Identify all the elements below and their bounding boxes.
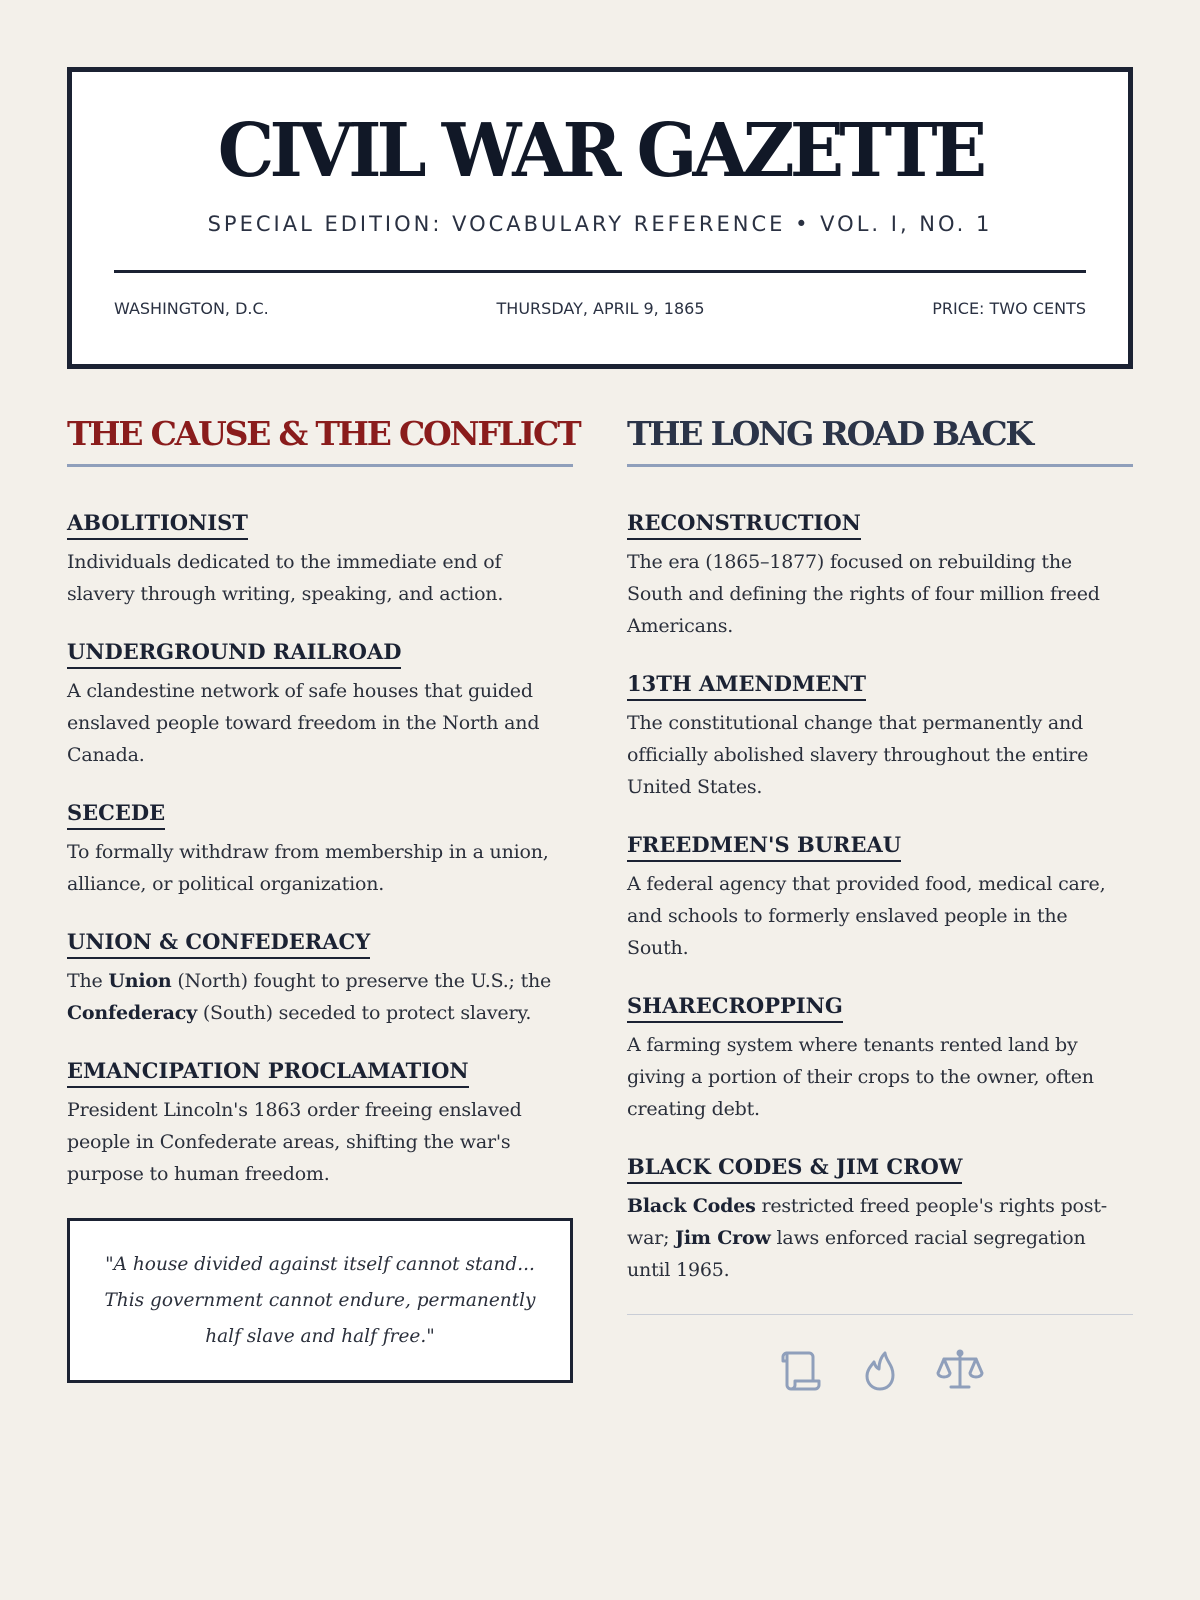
vocab-definition: The era (1865–1877) focused on rebuilding the South and defining the rights of four million freed Americans. — [627, 551, 1100, 637]
vocab-term: SHARECROPPING — [627, 992, 843, 1023]
decorative-icons — [627, 1345, 1133, 1395]
vocab-term: UNION & CONFEDERACY — [67, 928, 370, 959]
footer-divider — [627, 1314, 1133, 1315]
vocab-term: BLACK CODES & JIM CROW — [627, 1153, 962, 1184]
vocab-definition: A federal agency that provided food, medical care, and schools to formerly enslaved people in the South. — [627, 873, 1106, 959]
vocab-entry — [67, 928, 573, 1029]
vocab-definition: To formally withdraw from membership in a union, alliance, or political organization. — [67, 841, 549, 895]
masthead-divider — [114, 270, 1086, 273]
lincoln-quote-box — [67, 1218, 573, 1383]
vocab-term: SECEDE — [67, 799, 165, 830]
masthead — [67, 67, 1133, 369]
issue-date: THURSDAY, APRIL 9, 1865 — [496, 299, 705, 318]
vocab-term: FREEDMEN'S BUREAU — [627, 831, 901, 862]
vocab-entry — [67, 799, 573, 900]
newspaper-title: CIVIL WAR GAZETTE — [217, 108, 983, 194]
section-heading-road-back: THE LONG ROAD BACK — [627, 412, 1133, 467]
emphasis-black-codes: Black Codes — [627, 1195, 756, 1217]
vocab-entry — [67, 638, 573, 771]
vocab-entry — [627, 831, 1133, 964]
location: WASHINGTON, D.C. — [114, 299, 269, 318]
scroll-icon — [775, 1345, 825, 1395]
scales-icon — [935, 1345, 985, 1395]
vocab-definition: President Lincoln's 1863 order freeing enslaved people in Confederate areas, shifting the war's purpose to human freedom. — [67, 1099, 522, 1185]
vocab-term: UNDERGROUND RAILROAD — [67, 638, 401, 669]
flame-icon — [855, 1345, 905, 1395]
edition-subtitle: SPECIAL EDITION: VOCABULARY REFERENCE • VOL. I, NO. 1 — [207, 212, 993, 236]
vocab-definition: A farming system where tenants rented land by giving a portion of their crops to the owner, often creating debt. — [627, 1034, 1094, 1120]
vocab-entry — [67, 509, 573, 610]
vocab-entry — [627, 992, 1133, 1125]
price: PRICE: TWO CENTS — [932, 299, 1086, 318]
emphasis-confederacy: Confederacy — [67, 1002, 197, 1024]
vocab-term: RECONSTRUCTION — [627, 509, 861, 540]
vocab-definition: The Union (North) fought to preserve the U.S.; the Confederacy (South) seceded to protect slavery. — [67, 970, 552, 1024]
vocab-definition: The constitutional change that permanently and officially abolished slavery throughout the entire United States. — [627, 712, 1089, 798]
section-heading-cause: THE CAUSE & THE CONFLICT — [67, 412, 573, 467]
vocab-term: ABOLITIONIST — [67, 509, 248, 540]
vocab-entry — [627, 670, 1133, 803]
quote-text: "A house divided against itself cannot stand... This government cannot endure, permanently half slave and half free." — [104, 1253, 536, 1347]
vocab-entry — [627, 509, 1133, 642]
vocab-entry — [67, 1057, 573, 1190]
vocab-definition: Black Codes restricted freed people's rights post-war; Jim Crow laws enforced racial segregation until 1965. — [627, 1195, 1107, 1281]
vocab-definition: A clandestine network of safe houses that guided enslaved people toward freedom in the North and Canada. — [67, 680, 540, 766]
vocab-definition: Individuals dedicated to the immediate end of slavery through writing, speaking, and action. — [67, 551, 504, 605]
vocab-entry — [627, 1153, 1133, 1286]
emphasis-union: Union — [108, 970, 172, 992]
left-column — [67, 412, 580, 1383]
vocab-term: EMANCIPATION PROCLAMATION — [67, 1057, 469, 1088]
right-column — [627, 412, 1133, 1395]
emphasis-jim-crow: Jim Crow — [675, 1227, 771, 1249]
vocab-term: 13TH AMENDMENT — [627, 670, 866, 701]
dateline — [114, 299, 1086, 318]
